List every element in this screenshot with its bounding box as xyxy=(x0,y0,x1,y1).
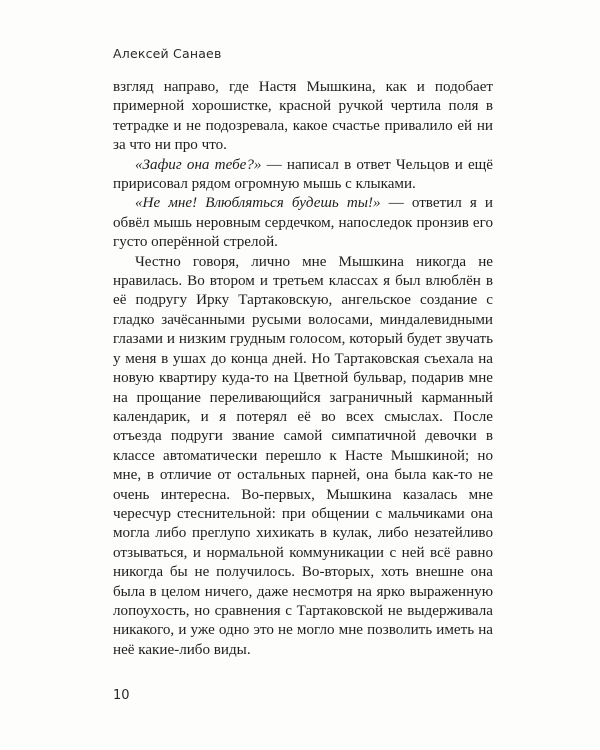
running-head-author: Алексей Санаев xyxy=(113,46,222,61)
paragraph-2-quote: «Зафиг она тебе?» xyxy=(135,156,262,173)
paragraph-3 xyxy=(113,194,493,252)
paragraph-1: взгляд направо, где Настя Мышкина, как и подобает примерной хорошистке, красной ручкой чертила поля в тетрадке и не подозревала, какое счастье привалило ей ни за что ни про что. xyxy=(113,79,493,154)
paragraph-2 xyxy=(113,156,493,195)
paragraph-3-text: — ответил я и обвёл мышь неровным сердечком, напоследок пронзив его густо оперённой стрелой. xyxy=(113,195,493,251)
paragraph-3-quote: «Не мне! Влюбляться будешь ты!» xyxy=(135,195,381,212)
paragraph-2-text: — написал в ответ Чельцов и ещё пририсовал рядом огромную мышь с клыками. xyxy=(113,156,493,193)
body-text xyxy=(113,78,493,660)
paragraph-4: Честно говоря, лично мне Мышкина никогда не нравилась. Во втором и третьем классах я был влюблён в её подругу Ирку Тартаковскую, ангельское создание с гладко зачёсанными русыми волосами, миндалевидными глазами и низким грудным голосом, который будет звучать у меня в ушах до конца дней. Но Тартаковская съехала на новую квартиру куда-то на Цветной бульвар, подарив мне на прощание переливающийся заграничный карманный календарик, и я потерял её во всех смыслах. После отъезда подруги звание самой симпатичной девочки в классе автоматически перешло к Насте Мышкиной; но мне, в отличие от остальных парней, она была как-то не очень интересна. Во-первых, Мышкина казалась мне чересчур стеснительной: при общении с мальчиками она могла либо преглупо хихикать в кулак, либо незатейливо отзываться, и нормальной коммуникации с ней всё равно никогда бы не получилось. Во-вторых, хоть внешне она была в целом ничего, даже несмотря на ярко выраженную лопоухость, но сравнения с Тартаковской не выдерживала никакого, и уже одно это не могло мне позволить иметь на неё какие-либо виды. xyxy=(113,253,493,658)
page-number: 10 xyxy=(113,688,130,703)
